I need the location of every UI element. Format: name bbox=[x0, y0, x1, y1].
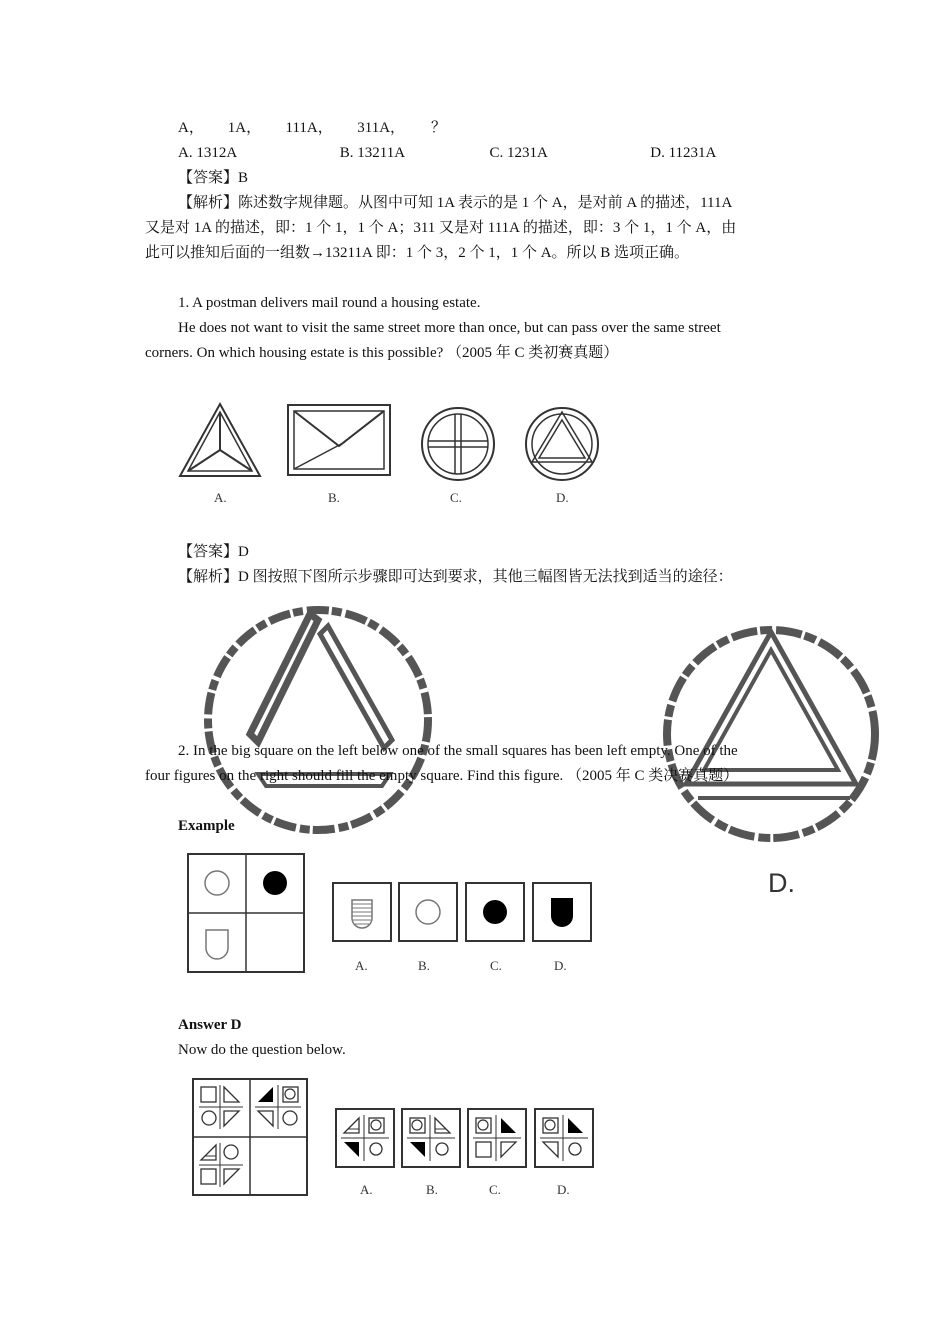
example-label-d: D. bbox=[554, 958, 567, 973]
q1-label-c: C. bbox=[450, 490, 462, 505]
sequence-row bbox=[178, 118, 446, 138]
sequence-item: 311A， bbox=[357, 120, 406, 136]
example-title: Example bbox=[178, 818, 235, 834]
question-option-a bbox=[335, 1108, 395, 1168]
example-label-c: C. bbox=[490, 958, 502, 973]
option-c: C. 1231A bbox=[489, 145, 548, 161]
q1-label-a: A. bbox=[214, 490, 227, 505]
options-row bbox=[178, 143, 716, 163]
explanation-0-line1: 【解析】陈述数字规律题。从图中可知 1A 表示的是 1 个 A，是对前 A 的描述，111A bbox=[178, 195, 733, 211]
q1-figure-a bbox=[176, 400, 264, 480]
solution-big-label: D. bbox=[768, 868, 795, 898]
q1-title: 1. A postman delivers mail round a housing estate. bbox=[178, 295, 481, 311]
example-label-a: A. bbox=[355, 958, 368, 973]
answer-0: 【答案】B bbox=[178, 170, 249, 186]
q1-label-d: D. bbox=[556, 490, 569, 505]
solution-drawing-right bbox=[660, 618, 882, 850]
sequence-item: 111A， bbox=[285, 120, 333, 136]
question-option-c bbox=[467, 1108, 527, 1168]
question-label-c: C. bbox=[489, 1182, 501, 1197]
question-label-a: A. bbox=[360, 1182, 373, 1197]
example-option-a bbox=[332, 882, 392, 942]
question-grid bbox=[191, 1077, 309, 1197]
sequence-item: 1A， bbox=[227, 120, 262, 136]
example-answer: Answer D bbox=[178, 1017, 242, 1033]
instruction: Now do the question below. bbox=[178, 1042, 346, 1058]
example-option-c bbox=[465, 882, 525, 942]
q2-text-line2: four figures on the right should fill the empty square. Find this figure. （2005 年 C 类决赛真题） bbox=[145, 768, 739, 784]
question-option-d bbox=[534, 1108, 594, 1168]
q1-figure-d bbox=[522, 404, 602, 484]
option-d: D. 11231A bbox=[650, 145, 717, 161]
example-option-b bbox=[398, 882, 458, 942]
example-grid bbox=[186, 852, 306, 974]
example-option-d bbox=[532, 882, 592, 942]
q1-text-line1: He does not want to visit the same street more than once, but can pass over the same street bbox=[178, 320, 721, 336]
q1-label-b: B. bbox=[328, 490, 340, 505]
q2-text-line1: 2. In the big square on the left below one of the small squares has been left empty. One of the bbox=[178, 743, 738, 759]
solution-drawing-left bbox=[200, 602, 436, 838]
sequence-item: ？ bbox=[431, 120, 447, 136]
explanation-1: 【解析】D 图按照下图所示步骤即可达到要求，其他三幅图皆无法找到适当的途径： bbox=[178, 569, 733, 585]
answer-1: 【答案】D bbox=[178, 544, 249, 560]
question-label-d: D. bbox=[557, 1182, 570, 1197]
explanation-0-line2: 又是对 1A 的描述，即：1 个 1，1 个 A；311 又是对 111A 的描述，即：3 个 1，1 个 A，由 bbox=[145, 220, 737, 236]
option-a: A. 1312A bbox=[178, 145, 238, 161]
explanation-0-line3: 此可以推知后面的一组数→13211A 即：1 个 3，2 个 1，1 个 A。所以 B 选项正确。 bbox=[145, 245, 690, 261]
option-b: B. 13211A bbox=[339, 145, 406, 161]
q1-figure-b bbox=[285, 402, 393, 478]
question-option-b bbox=[401, 1108, 461, 1168]
question-label-b: B. bbox=[426, 1182, 438, 1197]
example-label-b: B. bbox=[418, 958, 430, 973]
q1-figure-c bbox=[418, 404, 498, 484]
sequence-item: A， bbox=[178, 120, 204, 136]
q1-text-line2: corners. On which housing estate is this possible? （2005 年 C 类初赛真题） bbox=[145, 345, 619, 361]
